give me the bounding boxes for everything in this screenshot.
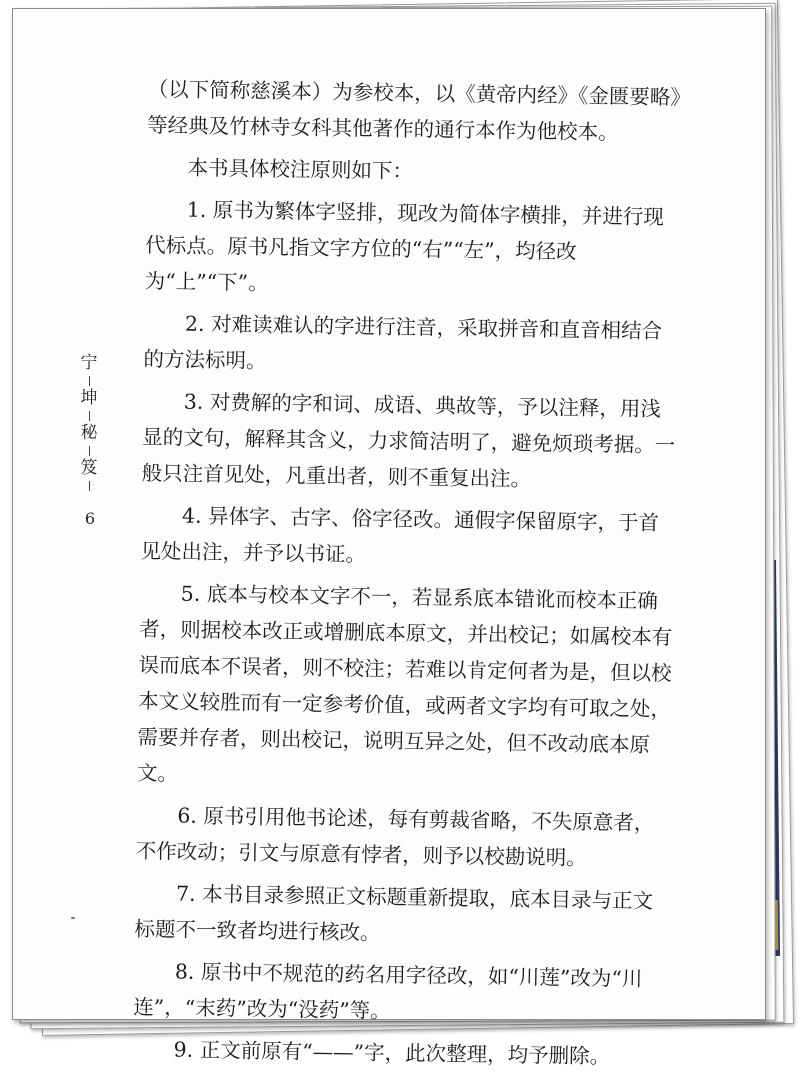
title-char: 坤 <box>80 388 98 408</box>
paragraph-text: 2. 对难读难认的字进行注音，采取拼音和直音相结合的方法标明。 <box>143 311 663 373</box>
paragraph-text: 7. 本书目录参照正文标题重新提取，底本目录与正文标题不一致者均进行核改。 <box>134 881 654 945</box>
paragraph-intro <box>147 71 683 151</box>
title-separator <box>89 411 90 421</box>
paragraph-text: （以下简称慈溪本）为参校本，以《黄帝内经》《金匮要略》等经典及竹林寺女科其他著作的通行本作为他校本。 <box>146 76 681 145</box>
title-separator <box>89 376 90 386</box>
paragraph-item-4 <box>140 497 676 577</box>
paragraph-text: 9. 正文前原有“——”字，此次整理，均予删除。 <box>173 1037 611 1069</box>
paragraph-principles-heading <box>146 149 681 193</box>
running-book-title <box>69 353 109 493</box>
paragraph-item-2 <box>143 305 679 385</box>
paragraph-item-9 <box>132 1031 667 1075</box>
title-separator <box>89 446 90 456</box>
page-number: 6 <box>84 509 96 528</box>
paragraph-item-8 <box>133 953 669 1033</box>
document-page <box>12 8 766 1069</box>
paragraph-text: 本书具体校注原则如下： <box>187 155 414 184</box>
title-char: 笈 <box>80 458 98 478</box>
paragraph-text: 5. 底本与校本文字不一，若显系底本错讹而校本正确者，则据校本改正或增删底本原文，并出校记；如属校本有误而底本不误者，则不校注；若难以肯定何者为是，但以校本文义较胜而有一定参考价值，或两者文字均有可取之处，需要并存者，则出校记，说明互异之处，但不改动底本原文。 <box>136 581 673 786</box>
paragraph-text: 6. 原书引用他书论述，每有剪裁省略，不失原意者，不作改动；引文与原意有悖者，则予以校勘说明。 <box>135 803 655 870</box>
paragraph-text: 3. 对费解的字和词、成语、典故等，予以注释，用浅显的文句，解释其含义，力求简洁明了，避免烦琐考据。一般只注首见处，凡重出者，则不重复出注。 <box>141 389 676 492</box>
title-char: 宁 <box>80 353 98 373</box>
scan-speck <box>71 917 75 919</box>
paragraph-item-3 <box>141 383 678 499</box>
paragraph-text: 4. 异体字、古字、俗字径改。通假字保留原字，于首见处出注，并予以书证。 <box>140 503 660 567</box>
paragraph-item-5 <box>137 575 675 799</box>
paragraph-text: 8. 原书中不规范的药名用字径改，如“川莲”改为“川连”，“末药”改为“没药”等。 <box>133 959 643 1023</box>
paragraph-item-7 <box>134 875 670 955</box>
title-separator <box>89 481 90 491</box>
body-text <box>132 71 683 1081</box>
paragraph-item-1 <box>144 191 681 307</box>
title-char: 秘 <box>80 423 98 443</box>
paragraph-text: 1. 原书为繁体字竖排，现改为简体字横排，并进行现代标点。原书凡指文字方位的“右”“左”，均径改为“上”“下”。 <box>144 197 665 295</box>
paragraph-item-6 <box>135 797 671 877</box>
